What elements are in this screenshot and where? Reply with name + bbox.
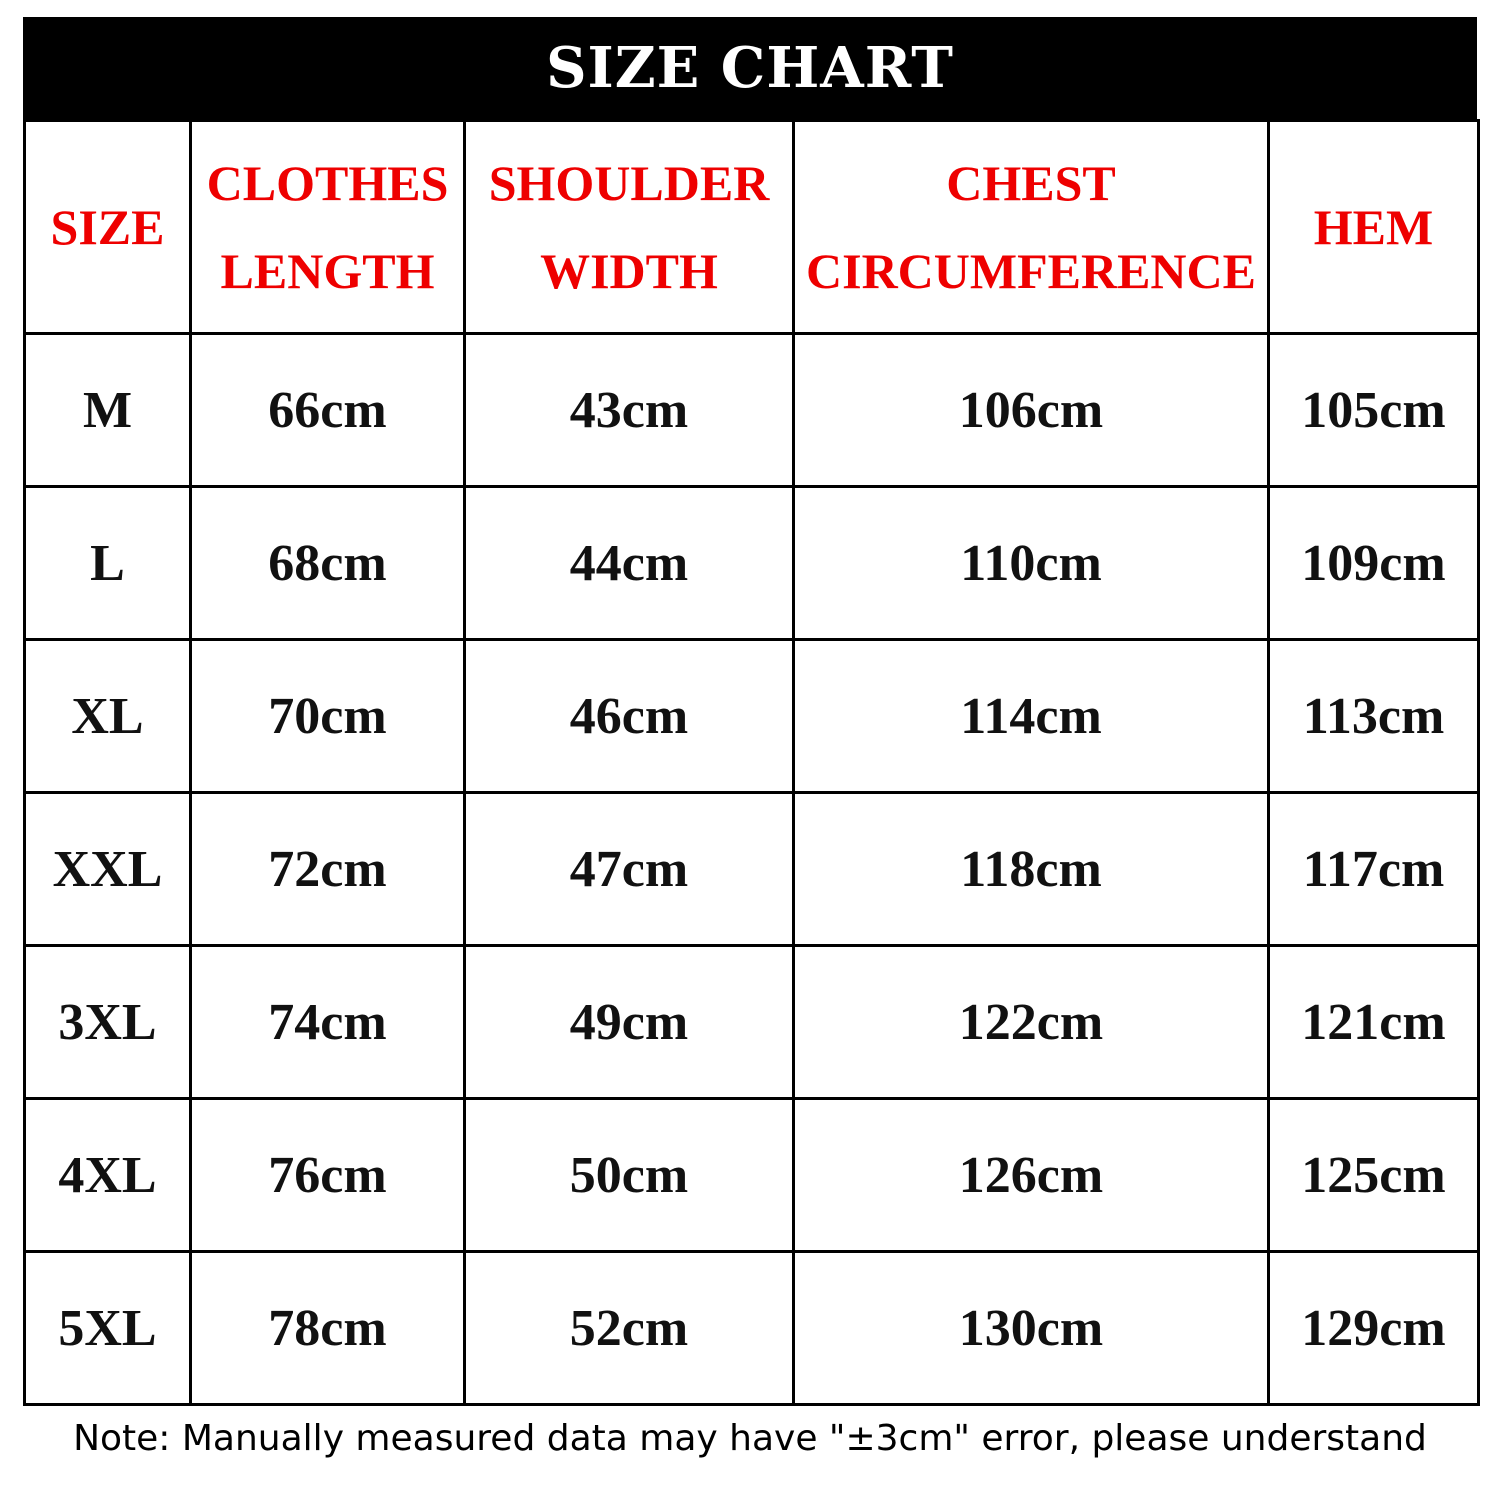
cell-shoulder-width: 46cm <box>465 640 794 793</box>
header-clothes-length-line1: CLOTHES <box>206 155 449 211</box>
cell-hem: 117cm <box>1269 793 1479 946</box>
cell-chest-circumference: 118cm <box>794 793 1269 946</box>
table-row <box>25 1252 1479 1405</box>
cell-chest-circumference: 122cm <box>794 946 1269 1099</box>
cell-hem: 109cm <box>1269 487 1479 640</box>
cell-size: XXL <box>25 793 191 946</box>
cell-shoulder-width: 49cm <box>465 946 794 1099</box>
size-chart <box>23 17 1477 1406</box>
cell-shoulder-width: 47cm <box>465 793 794 946</box>
table-row <box>25 1099 1479 1252</box>
cell-chest-circumference: 130cm <box>794 1252 1269 1405</box>
table-row <box>25 640 1479 793</box>
cell-clothes-length: 70cm <box>191 640 465 793</box>
cell-chest-circumference: 114cm <box>794 640 1269 793</box>
cell-clothes-length: 66cm <box>191 334 465 487</box>
cell-size: 4XL <box>25 1099 191 1252</box>
header-shoulder-width-line1: SHOULDER <box>488 155 770 211</box>
header-chest-circumference <box>794 121 1269 334</box>
header-size <box>25 121 191 334</box>
table-row <box>25 487 1479 640</box>
cell-clothes-length: 74cm <box>191 946 465 1099</box>
cell-clothes-length: 78cm <box>191 1252 465 1405</box>
table-row <box>25 334 1479 487</box>
table-row <box>25 946 1479 1099</box>
table-body <box>25 334 1479 1405</box>
cell-chest-circumference: 126cm <box>794 1099 1269 1252</box>
cell-hem: 129cm <box>1269 1252 1479 1405</box>
cell-clothes-length: 72cm <box>191 793 465 946</box>
cell-hem: 105cm <box>1269 334 1479 487</box>
cell-size: 5XL <box>25 1252 191 1405</box>
header-shoulder-width-line2: WIDTH <box>540 243 718 299</box>
cell-size: 3XL <box>25 946 191 1099</box>
cell-hem: 113cm <box>1269 640 1479 793</box>
header-chest-line2: CIRCUMFERENCE <box>806 243 1256 299</box>
cell-shoulder-width: 50cm <box>465 1099 794 1252</box>
cell-size: XL <box>25 640 191 793</box>
chart-title: SIZE CHART <box>23 17 1477 119</box>
cell-chest-circumference: 110cm <box>794 487 1269 640</box>
header-chest-line1: CHEST <box>946 155 1116 211</box>
cell-shoulder-width: 44cm <box>465 487 794 640</box>
measurement-note: Note: Manually measured data may have "±3cm" error, please understand <box>73 1418 1427 1459</box>
cell-hem: 125cm <box>1269 1099 1479 1252</box>
size-table <box>23 119 1480 1406</box>
cell-size: M <box>25 334 191 487</box>
header-row <box>25 121 1479 334</box>
cell-hem: 121cm <box>1269 946 1479 1099</box>
header-size-text: SIZE <box>50 199 165 255</box>
cell-size: L <box>25 487 191 640</box>
header-shoulder-width <box>465 121 794 334</box>
cell-shoulder-width: 52cm <box>465 1252 794 1405</box>
table-row <box>25 793 1479 946</box>
cell-clothes-length: 68cm <box>191 487 465 640</box>
cell-clothes-length: 76cm <box>191 1099 465 1252</box>
header-clothes-length-line2: LENGTH <box>220 243 435 299</box>
header-hem-text: HEM <box>1313 199 1434 255</box>
cell-chest-circumference: 106cm <box>794 334 1269 487</box>
header-hem <box>1269 121 1479 334</box>
cell-shoulder-width: 43cm <box>465 334 794 487</box>
header-clothes-length <box>191 121 465 334</box>
